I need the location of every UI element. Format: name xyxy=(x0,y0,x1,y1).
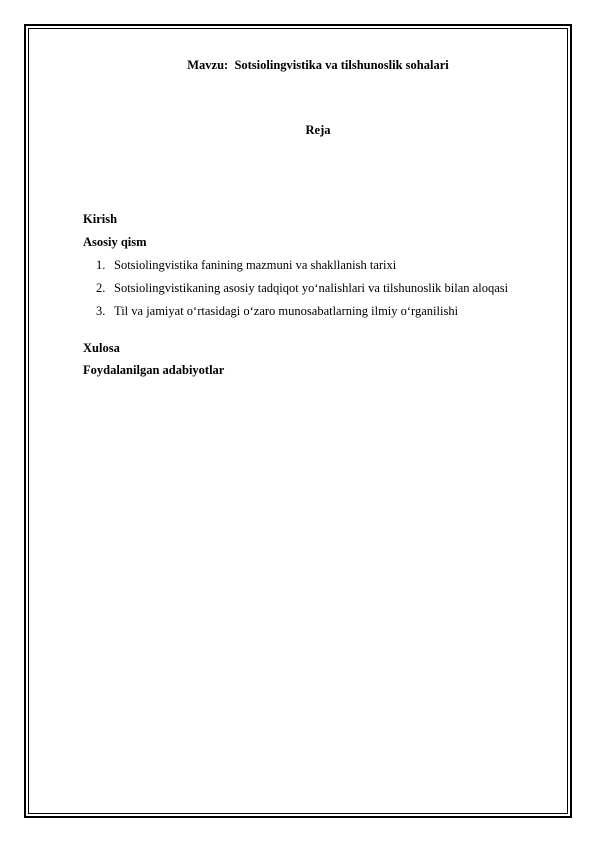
plan-title: Reja xyxy=(305,123,331,137)
plan-item xyxy=(96,281,508,304)
plan-item xyxy=(96,304,508,327)
section-main: Asosiy qism xyxy=(83,235,147,249)
section-intro: Kirish xyxy=(83,212,118,226)
section-conclusion: Xulosa xyxy=(83,341,120,355)
plan-item xyxy=(96,258,508,281)
plan-list xyxy=(96,258,508,327)
plan-item-number: 1. xyxy=(96,258,106,272)
plan-item-text: Til va jamiyat o‘rtasidagi o‘zaro munosabatlarning ilmiy o‘rganilishi xyxy=(114,304,459,318)
plan-item-number: 2. xyxy=(96,281,106,295)
page-border-inner xyxy=(28,28,568,814)
plan-item-number: 3. xyxy=(96,304,106,318)
plan-item-text: Sotsiolingvistika fanining mazmuni va shakllanish tarixi xyxy=(114,258,397,272)
plan-item-text: Sotsiolingvistikaning asosiy tadqiqot yo‘nalishlari va tilshunoslik bilan aloqasi xyxy=(114,281,509,295)
section-references: Foydalanilgan adabiyotlar xyxy=(83,363,225,377)
document-topic: Mavzu: Sotsiolingvistika va tilshunoslik sohalari xyxy=(187,58,449,72)
